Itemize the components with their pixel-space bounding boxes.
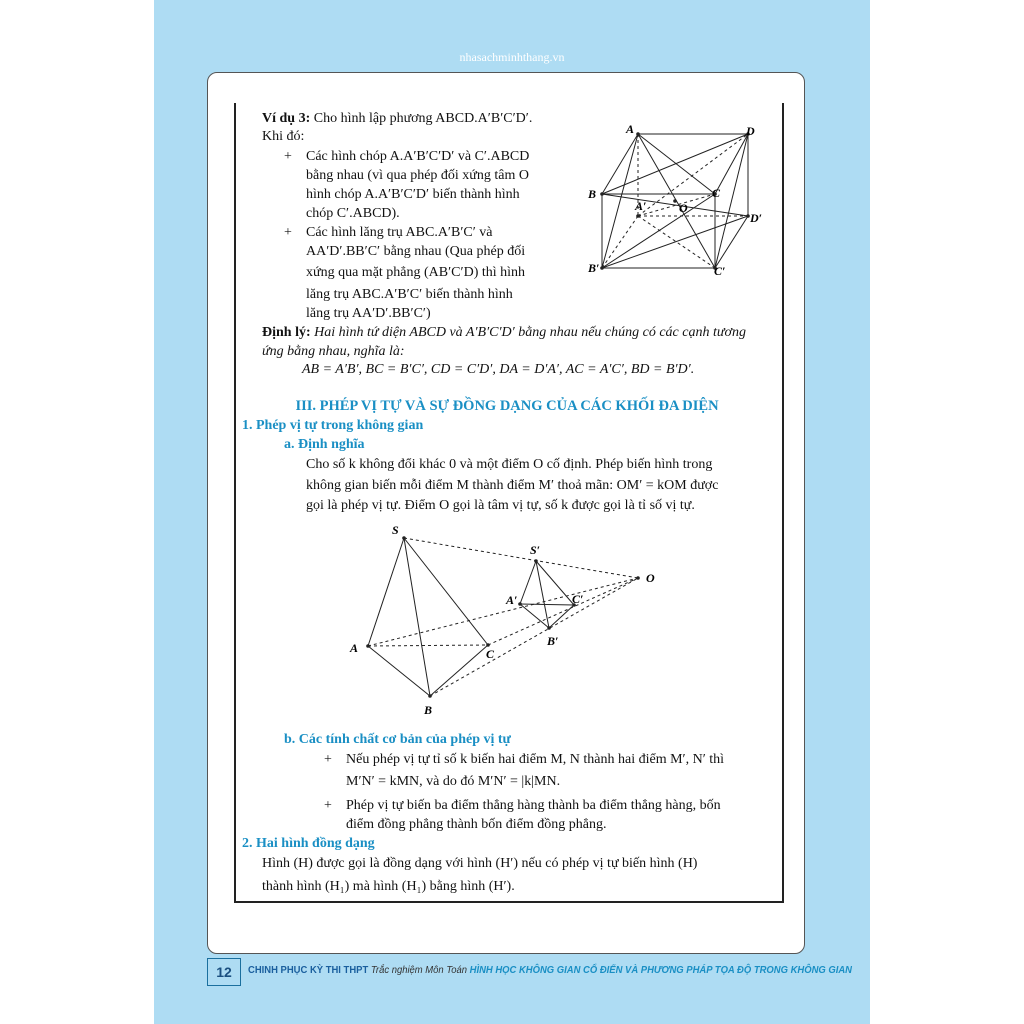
example-b2-l1: Các hình lăng trụ ABC.A′B′C′ và: [306, 225, 493, 240]
diag-A1C1: [638, 216, 715, 268]
subsection-a-title: a. Định nghĩa: [284, 437, 365, 452]
edge-BC: [430, 645, 488, 696]
diag-DC1: [715, 134, 748, 268]
edge-S1B1: [536, 561, 549, 628]
theorem-label: Định lý:: [262, 325, 311, 340]
diag-AC: [638, 134, 715, 194]
example-b1-l4: chóp C′.ABCD).: [306, 206, 400, 221]
page-number: 12: [207, 958, 241, 986]
label-C: C: [486, 647, 495, 661]
site-watermark: nhasachminhthang.vn: [459, 50, 565, 64]
example-b2-l3: xứng qua mặt phẳng (AB′C′D) thì hình: [306, 265, 526, 280]
label-S1: S′: [530, 543, 541, 557]
footer-text: [248, 964, 852, 976]
label-A: A: [350, 641, 359, 655]
property-2-line-2: điểm đồng phẳng thành bốn điểm đồng phẳng.: [346, 817, 607, 832]
label-C1: C′: [572, 592, 584, 606]
label-C: C: [712, 186, 721, 200]
label-B: B: [588, 187, 597, 201]
theorem-line-1: [262, 324, 746, 342]
theorem-text-2: ứng bằng nhau, nghĩa là:: [262, 344, 405, 359]
example-line-1: [262, 110, 532, 128]
similar-line-2: thành hình (H₁) mà hình (H₁) bằng hình (H′).: [262, 879, 515, 894]
label-O: O: [679, 201, 688, 215]
definition-line-3: gọi là phép vị tự. Điểm O gọi là tâm vị tự, số k được gọi là tỉ số vị tự.: [306, 498, 695, 513]
diag-B1D1: [602, 216, 748, 268]
label-C1: C′: [714, 264, 726, 278]
edge-D1C1: [715, 216, 748, 268]
bullet-mark: +: [284, 149, 292, 164]
diag-BD: [602, 134, 748, 194]
label-O: O: [646, 571, 655, 585]
edge-S1A1: [520, 561, 536, 604]
label-A: A: [626, 122, 635, 136]
definition-line-2: không gian biến mỗi điểm M thành điểm M′ thoả mãn: OM′ = kOM được: [306, 478, 719, 493]
label-B: B: [424, 703, 433, 717]
edge-AC: [368, 645, 488, 646]
edge-A1B1: [602, 216, 638, 268]
ray-SO: [404, 538, 638, 578]
subsection-1-title: 1. Phép vị tự trong không gian: [242, 418, 424, 433]
ray-BO: [430, 578, 638, 696]
label-B1: B′: [547, 634, 559, 648]
ray-AO: [368, 578, 638, 646]
edge-A1C1: [520, 604, 574, 605]
homothety-figure: [340, 518, 670, 718]
bullet-mark: +: [324, 798, 332, 813]
footer-mid: Trắc nghiệm Môn Toán: [370, 964, 467, 976]
edge-SC: [404, 538, 488, 645]
property-1-line-1: Nếu phép vị tự tỉ số k biến hai điểm M, N thành hai điểm M′, N′ thì: [346, 752, 725, 767]
example-b1-l1: Các hình chóp A.A′B′C′D′ và C′.ABCD: [306, 149, 530, 164]
footer-left: CHINH PHỤC KỲ THI THPT: [248, 964, 369, 976]
property-1-line-2: M′N′ = kMN, và do đó M′N′ = |k|MN.: [346, 774, 561, 789]
subsection-b-title: b. Các tính chất cơ bản của phép vị tự: [284, 732, 511, 747]
edge-SB: [404, 538, 430, 696]
cube-figure: [580, 118, 780, 288]
label-B1: B′: [588, 261, 600, 275]
label-D1: D′: [750, 211, 763, 225]
bullet-mark: +: [284, 225, 292, 240]
subsection-2-title: 2. Hai hình đồng dạng: [242, 836, 375, 851]
edge-DC: [715, 134, 748, 194]
example-khido: Khi đó:: [262, 129, 305, 144]
label-D: D: [746, 124, 755, 138]
label-A1: A′: [506, 593, 518, 607]
edge-SA: [368, 538, 404, 646]
example-intro: Cho hình lập phương ABCD.A′B′C′D′.: [313, 111, 533, 126]
footer-right: HÌNH HỌC KHÔNG GIAN CỔ ĐIỂN VÀ PHƯƠNG PHÁP TỌA ĐỘ TRONG KHÔNG GIAN: [469, 964, 852, 976]
example-b1-l2: bằng nhau (vì qua phép đối xứng tâm O: [306, 168, 529, 183]
ray-CO: [488, 578, 638, 645]
example-b2-l2: AA′D′.BB′C′ bằng nhau (Qua phép đối: [306, 244, 526, 259]
label-A1: A′: [635, 199, 647, 213]
property-2-line-1: Phép vị tự biến ba điểm thẳng hàng thành ba điểm thẳng hàng, bốn: [346, 798, 721, 813]
bullet-mark: +: [324, 752, 332, 767]
theorem-text-1: Hai hình tứ diện ABCD và A′B′C′D′ bằng nhau nếu chúng có các cạnh tương: [314, 325, 746, 340]
theorem-formula: AB = A′B′, BC = B′C′, CD = C′D′, DA = D′A′, AC = A′C′, BD = B′D′.: [302, 362, 695, 377]
section-title: III. PHÉP VỊ TỰ VÀ SỰ ĐỒNG DẠNG CỦA CÁC KHỐI ĐA DIỆN: [295, 398, 719, 414]
example-title: Ví dụ 3:: [262, 111, 311, 126]
example-b2-l4: lăng trụ ABC.A′B′C′ biến thành hình: [306, 287, 513, 302]
edge-AB: [368, 646, 430, 696]
similar-line-1: Hình (H) được gọi là đồng dạng với hình (H′) nếu có phép vị tự biến hình (H): [262, 856, 698, 871]
label-S: S: [392, 523, 399, 537]
definition-line-1: Cho số k không đổi khác 0 và một điểm O cố định. Phép biến hình trong: [306, 457, 713, 472]
example-b1-l3: hình chóp A.A′B′C′D′ biến thành hình: [306, 187, 520, 202]
edge-AB: [602, 134, 638, 194]
example-b2-l5: lăng trụ AA′D′.BB′C′): [306, 306, 431, 321]
